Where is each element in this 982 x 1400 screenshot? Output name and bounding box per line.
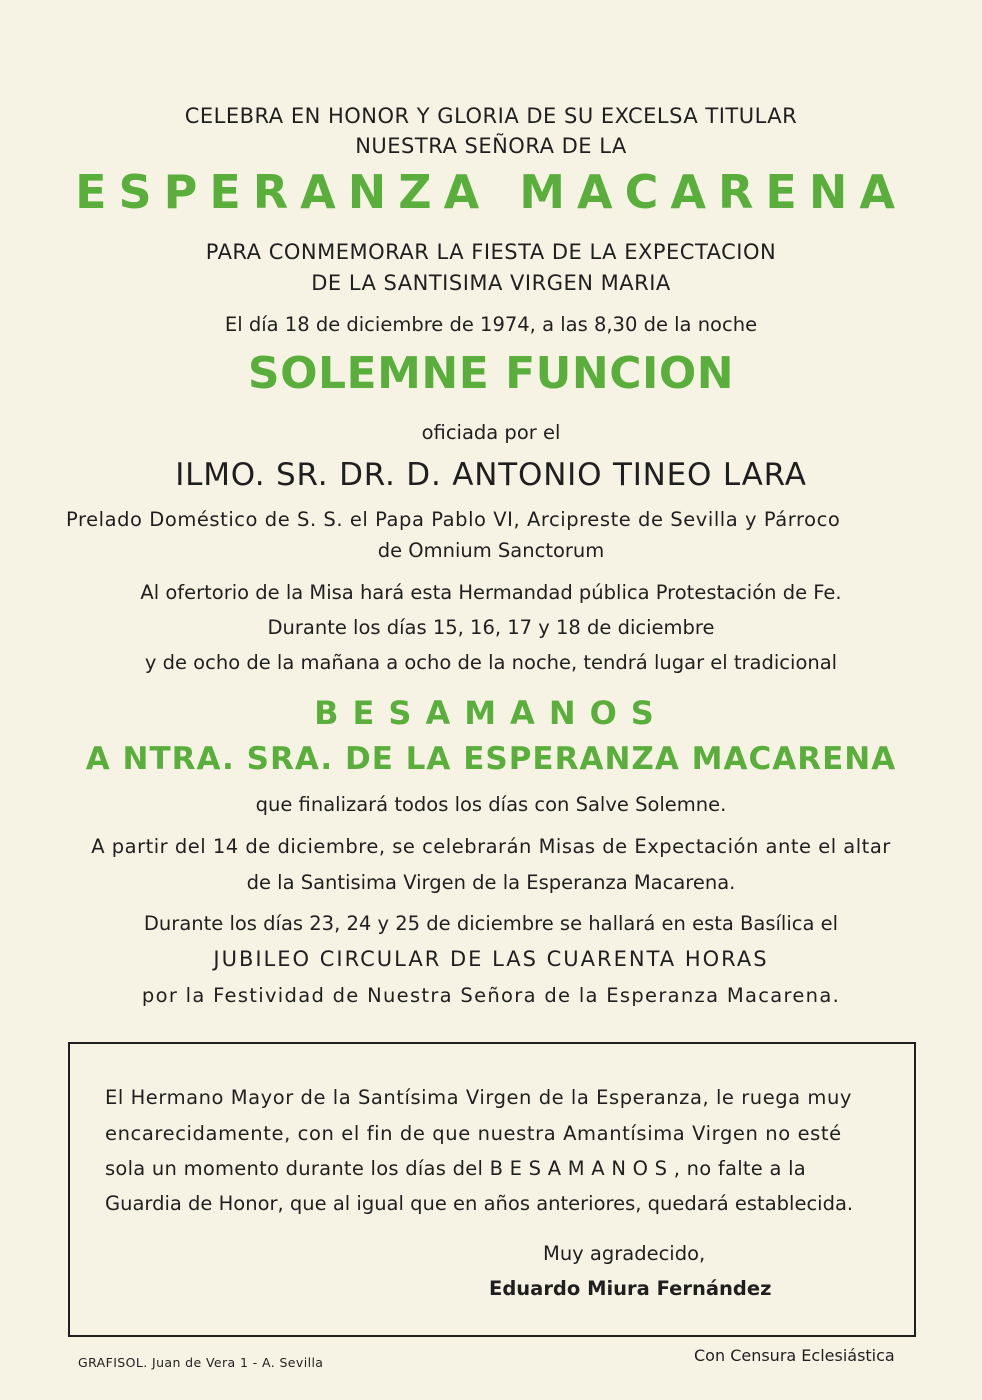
salve-line: que finalizará todos los días con Salve Solemne. — [255, 793, 727, 816]
celebrant-role-line-2: de Omnium Sanctorum — [377, 539, 605, 562]
offertory-line: Al ofertorio de la Misa hará esta Hermandad pública Protestación de Fe. — [140, 581, 842, 604]
celebrant-role-text: Prelado Doméstico de S. S. el Papa Pablo VI, Arcipreste de Sevilla y Párroco — [66, 508, 841, 531]
signatory-name: Eduardo Miura Fernández — [489, 1277, 772, 1300]
jubilee-line-2: JUBILEO CIRCULAR DE LAS CUARENTA HORAS — [213, 947, 769, 971]
censorship-note: Con Censura Eclesiástica — [694, 1346, 895, 1365]
honor-guard-notice-box — [68, 1042, 916, 1337]
officiated-by: oficiada por el — [421, 421, 561, 444]
header-line-2: NUESTRA SEÑORA DE LA — [355, 134, 627, 158]
notice-line-1: El Hermano Mayor de la Santísima Virgen de la Esperanza, le ruega muy — [105, 1086, 852, 1109]
celebrant-role-line-1 — [66, 508, 916, 531]
main-title: ESPERANZA MACARENA — [75, 165, 907, 219]
notice-line-3: sola un momento durante los días del B E S A M A N O S , no falte a la — [105, 1157, 806, 1180]
purpose-line-1: PARA CONMEMORAR LA FIESTA DE LA EXPECTACION — [205, 240, 777, 264]
besamanos-subtitle: A NTRA. SRA. DE LA ESPERANZA MACARENA — [85, 741, 897, 777]
notice-line-2: encarecidamente, con el fin de que nuestra Amantísima Virgen no esté — [105, 1122, 842, 1145]
masses-line-1: A partir del 14 de diciembre, se celebrarán Misas de Expectación ante el altar — [91, 835, 891, 858]
jubilee-line-3: por la Festividad de Nuestra Señora de la Esperanza Macarena. — [141, 984, 841, 1007]
jubilee-line-1: Durante los días 23, 24 y 25 de diciembre se hallará en esta Basílica el — [143, 912, 839, 935]
besamanos-title: BESAMANOS — [314, 694, 668, 732]
closing-phrase: Muy agradecido, — [543, 1242, 706, 1265]
notice-line-4: Guardia de Honor, que al igual que en años anteriores, quedará establecida. — [105, 1192, 854, 1215]
masses-line-2: de la Santisima Virgen de la Esperanza Macarena. — [246, 871, 736, 894]
celebrant-name: ILMO. SR. DR. D. ANTONIO TINEO LARA — [175, 457, 807, 493]
date-line: El día 18 de diciembre de 1974, a las 8,30 de la noche — [224, 313, 758, 336]
function-title: SOLEMNE FUNCION — [247, 348, 735, 399]
hours-line: y de ocho de la mañana a ocho de la noche, tendrá lugar el tradicional — [144, 651, 838, 674]
header-line-1: CELEBRA EN HONOR Y GLORIA DE SU EXCELSA TITULAR — [184, 104, 798, 128]
days-line: Durante los días 15, 16, 17 y 18 de diciembre — [267, 616, 715, 639]
printer-credit: GRAFISOL. Juan de Vera 1 - A. Sevilla — [78, 1355, 324, 1370]
purpose-line-2: DE LA SANTISIMA VIRGEN MARIA — [311, 271, 671, 295]
